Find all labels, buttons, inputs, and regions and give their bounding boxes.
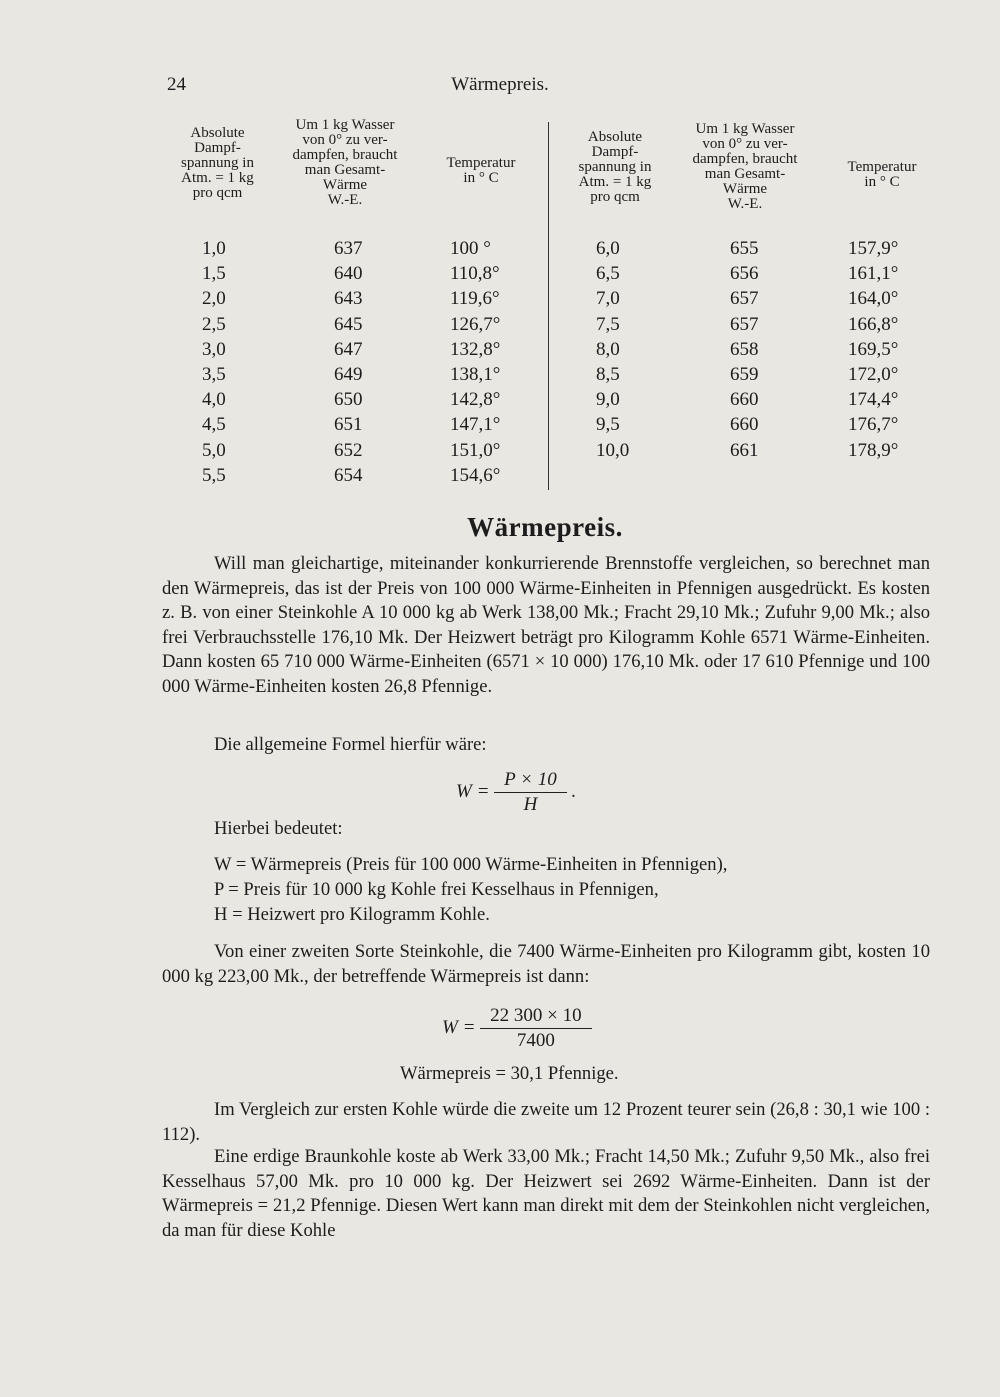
cell-heat: 649 [334, 363, 363, 385]
cell-heat: 657 [730, 313, 759, 335]
table-row [160, 412, 545, 437]
steam-table [160, 118, 950, 490]
cell-heat: 652 [334, 439, 363, 461]
table-rows [160, 236, 545, 488]
cell-temperature: 142,8° [450, 389, 501, 411]
cell-pressure: 1,5 [202, 263, 226, 285]
cell-temperature: 132,8° [450, 338, 501, 360]
cell-temperature: 157,9° [848, 238, 899, 259]
cell-pressure: 7,0 [596, 288, 620, 310]
cell-heat: 647 [334, 338, 363, 360]
paragraph: Will man gleichartige, miteinander konkurrierende Brennstoffe vergleichen, so berechnet man den Wärmepreis, das ist der Preis von 100 000 Wärme-Einheiten in Pfennigen ausgedrückt. Es kosten z. B. von einer Steinkohle A 10 000 kg ab Werk 138,00 Mk.; Fracht 29,10 Mk.; Zufuhr 9,00 Mk.; also frei Verbrauchsstelle 176,10 Mk. Der Heizwert beträgt pro Kilogramm Kohle 6571 Wärme-Einheiten. Dann kosten 65 710 000 Wärme-Einheiten (6571 × 10 000) 176,10 Mk. oder 17 610 Pfennige und 100 000 Wärme-Einheiten kosten 26,8 Pfennige. [162, 553, 930, 697]
cell-pressure: 5,0 [202, 439, 226, 461]
header-heat: Um 1 kg Wasser von 0° zu ver- dampfen, braucht man Gesamt- Wärme W.-E. [292, 117, 398, 208]
cell-pressure: 10,0 [596, 439, 630, 461]
cell-pressure: 3,5 [202, 363, 226, 385]
table-row [160, 362, 545, 387]
cell-temperature: 176,7° [848, 414, 899, 436]
cell-pressure: 6,5 [596, 263, 620, 285]
cell-heat: 660 [730, 414, 759, 436]
paragraph: Eine erdige Braunkohle koste ab Werk 33,00 Mk.; Fracht 14,50 Mk.; Zufuhr 9,50 Mk., also frei Kesselhaus 57,00 Mk. pro 10 000 kg. Der Heizwert sei 2692 Wärme-Einheiten. Dann ist der Wärmepreis = 21,2 Pfennige. Diesen Wert kann man direkt mit dem der Steinkohlen nicht vergleichen, da man für diese Kohle [162, 1146, 930, 1241]
cell-temperature: 151,0° [450, 439, 501, 461]
table-row [560, 312, 940, 337]
table-row [160, 236, 545, 261]
definition-p: P = Preis für 10 000 kg Kohle frei Kesselhaus in Pfennigen, [214, 879, 659, 900]
definitions-intro: Hierbei bedeutet: [214, 818, 343, 839]
cell-pressure: 9,5 [596, 414, 620, 436]
cell-heat: 640 [334, 263, 363, 285]
cell-temperature: 172,0° [848, 363, 899, 385]
header-pressure: Absolute Dampf- spannung in Atm. = 1 kg pro qcm [181, 125, 254, 201]
cell-temperature: 138,1° [450, 363, 501, 385]
table-row [560, 362, 940, 387]
cell-heat: 660 [730, 389, 759, 411]
cell-temperature: 164,0° [848, 288, 899, 310]
cell-temperature: 166,8° [848, 313, 899, 335]
definitions-list [214, 852, 727, 927]
result-line: Wärmepreis = 30,1 Pfennige. [400, 1063, 619, 1084]
cell-heat: 643 [334, 288, 363, 310]
formula-numerator: P × 10 [494, 768, 567, 793]
formula-tail: . [571, 780, 577, 802]
cell-temperature: 174,4° [848, 389, 899, 411]
cell-pressure: 4,5 [202, 414, 226, 436]
cell-temperature: 147,1° [450, 414, 501, 436]
paragraph: Die allgemeine Formel hierfür wäre: [214, 734, 487, 755]
cell-pressure: 3,0 [202, 338, 226, 360]
formula-denominator: H [523, 794, 538, 815]
definition-w: W = Wärmepreis (Preis für 100 000 Wärme-Einheiten in Pfennigen), [214, 854, 728, 875]
table-row [560, 412, 940, 437]
formula-general [456, 768, 576, 817]
running-title: Wärmepreis. [451, 74, 549, 95]
cell-temperature: 178,9° [848, 439, 899, 461]
cell-pressure: 2,0 [202, 288, 226, 310]
header-pressure: Absolute Dampf- spannung in Atm. = 1 kg pro qcm [578, 129, 652, 205]
cell-temperature: 110,8° [450, 263, 500, 285]
table-row [160, 463, 545, 488]
cell-temperature: 100 ° [450, 238, 491, 259]
formula-fraction [480, 1004, 591, 1053]
table-row [160, 312, 545, 337]
cell-heat: 661 [730, 439, 759, 461]
header-temperature: Temperatur in ° C [446, 155, 516, 186]
cell-pressure: 4,0 [202, 389, 226, 411]
cell-pressure: 7,5 [596, 313, 620, 335]
table-divider [548, 122, 549, 490]
table-row [560, 286, 940, 311]
table-row [560, 337, 940, 362]
cell-pressure: 5,5 [202, 464, 226, 486]
table-row [560, 387, 940, 412]
cell-pressure: 8,5 [596, 363, 620, 385]
table-row [160, 261, 545, 286]
formula-lhs: W = [442, 1016, 476, 1038]
table-row [160, 337, 545, 362]
cell-pressure: 9,0 [596, 389, 620, 411]
formula-denominator: 7400 [516, 1030, 555, 1051]
cell-heat: 658 [730, 338, 759, 360]
cell-heat: 645 [334, 313, 363, 335]
table-row [560, 236, 940, 261]
page-number: 24 [167, 74, 186, 95]
paragraph: Von einer zweiten Sorte Steinkohle, die 7400 Wärme-Einheiten pro Kilogramm gibt, kosten 10 000 kg 223,00 Mk., der betreffende Wärmepreis ist dann: [162, 941, 930, 987]
table-row [560, 438, 940, 463]
table-rows [560, 236, 940, 463]
header-temperature: Temperatur in ° C [847, 159, 917, 190]
definition-h: H = Heizwert pro Kilogramm Kohle. [214, 904, 490, 925]
cell-pressure: 2,5 [202, 313, 226, 335]
formula-example [442, 1004, 592, 1053]
cell-heat: 651 [334, 414, 363, 436]
cell-temperature: 126,7° [450, 313, 501, 335]
cell-heat: 655 [730, 238, 759, 259]
cell-temperature: 119,6° [450, 288, 500, 310]
table-row [160, 387, 545, 412]
cell-temperature: 154,6° [450, 464, 501, 486]
header-heat: Um 1 kg Wasser von 0° zu ver- dampfen, braucht man Gesamt- Wärme W.-E. [692, 121, 798, 212]
formula-lhs: W = [456, 780, 490, 802]
cell-pressure: 1,0 [202, 238, 226, 259]
table-row [560, 261, 940, 286]
table-row [160, 438, 545, 463]
cell-pressure: 6,0 [596, 238, 620, 259]
table-row [160, 286, 545, 311]
section-title: Wärmepreis. [467, 512, 623, 542]
formula-numerator: 22 300 × 10 [480, 1004, 591, 1029]
paragraph: Im Vergleich zur ersten Kohle würde die zweite um 12 Prozent teurer sein (26,8 : 30,1 wie 100 : 112). [162, 1099, 930, 1145]
cell-heat: 656 [730, 263, 759, 285]
cell-heat: 654 [334, 464, 363, 486]
cell-pressure: 8,0 [596, 338, 620, 360]
cell-heat: 650 [334, 389, 363, 411]
cell-heat: 659 [730, 363, 759, 385]
cell-temperature: 169,5° [848, 338, 899, 360]
cell-temperature: 161,1° [848, 263, 899, 285]
formula-fraction [494, 768, 567, 817]
cell-heat: 637 [334, 238, 363, 259]
cell-heat: 657 [730, 288, 759, 310]
